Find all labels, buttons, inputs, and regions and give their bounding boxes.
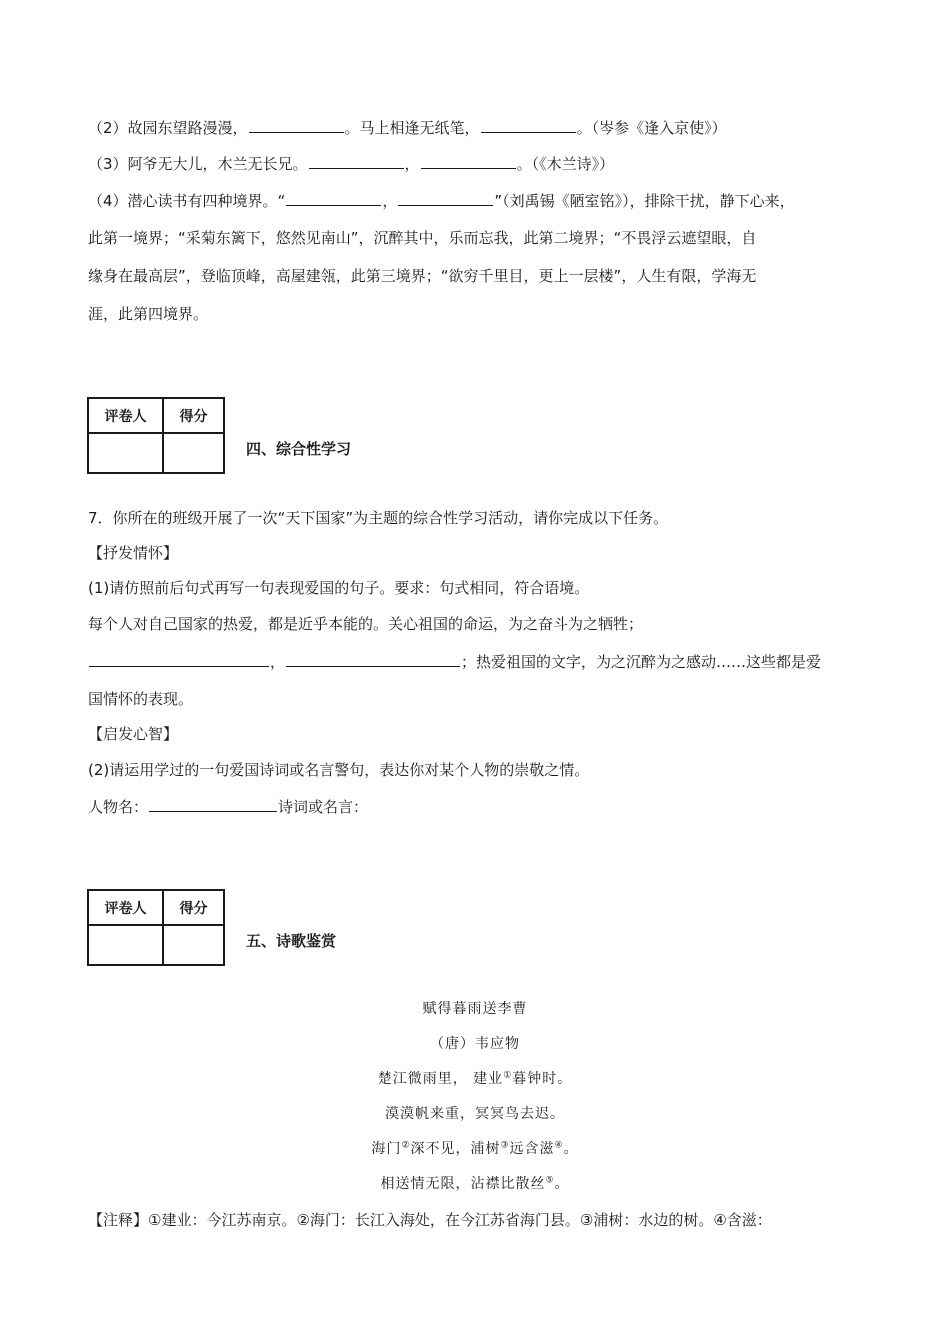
poem-notes: 【注释】①建业：今江苏南京。②海门：长江入海处，在今江苏省海门县。③浦树：水边的树。④含滋： — [88, 1211, 772, 1229]
answer-blank[interactable] — [481, 117, 576, 133]
tag-express-feelings: 【抒发情怀】 — [88, 544, 179, 562]
question-2-text-c: 。（岑参《逢入京使》） — [576, 119, 727, 137]
answer-blank[interactable] — [421, 153, 516, 169]
answer-blank[interactable] — [249, 117, 344, 133]
question-4-line-2: 此第一境界；“采菊东篱下，悠然见南山”，沉醉其中，乐而忘我，此第二境界；“不畏浮云遮望眼，自 — [88, 229, 757, 247]
sentence-1: 每个人对自己国家的热爱，都是近乎本能的。关心祖国的命运，为之奋斗为之牺牲； — [88, 615, 644, 633]
question-4-text-b: ， — [382, 192, 398, 210]
question-4-text-c: ”（刘禹锡《陋室铭》），排除干扰，静下心来， — [494, 192, 795, 210]
question-4-line-4: 涯，此第四境界。 — [88, 305, 209, 323]
tag-inspire-wisdom: 【启发心智】 — [88, 725, 179, 743]
score-label: 得分 — [163, 890, 224, 925]
grader-cell[interactable] — [88, 433, 163, 473]
question-4-line — [88, 190, 868, 211]
answer-blank[interactable] — [89, 651, 269, 667]
person-name-label: 人物名： — [88, 798, 149, 816]
question-2-text-b: 。马上相逢无纸笔， — [344, 119, 480, 137]
question-7: 7．你所在的班级开展了一次“天下国家”为主题的综合性学习活动，请你完成以下任务。 — [88, 509, 669, 527]
score-cell[interactable] — [163, 925, 224, 965]
poem-line-4-text: 相送情无限，沾襟比散丝 — [380, 1176, 546, 1192]
poem-line-4 — [0, 1174, 950, 1194]
poem-line-1 — [0, 1069, 950, 1089]
score-label: 得分 — [163, 398, 224, 433]
score-table-section-4 — [87, 397, 225, 474]
section-4-title: 四、综合性学习 — [246, 440, 352, 458]
answer-blank[interactable] — [286, 651, 460, 667]
sentence-2-comma: ， — [270, 653, 286, 671]
grader-label: 评卷人 — [88, 890, 163, 925]
score-table-section-5 — [87, 889, 225, 966]
note-marker: ② — [401, 1140, 411, 1151]
grader-label: 评卷人 — [88, 398, 163, 433]
task-2: (2)请运用学过的一句爱国诗词或名言警句，表达你对某个人物的崇敬之情。 — [88, 761, 590, 779]
poem-author: （唐）韦应物 — [430, 1036, 520, 1052]
score-cell[interactable] — [163, 433, 224, 473]
task-1: (1)请仿照前后句式再写一句表现爱国的句子。要求：句式相同，符合语境。 — [88, 579, 590, 597]
sentence-3: 国情怀的表现。 — [88, 690, 194, 708]
question-3-text-b: ， — [404, 155, 420, 173]
section-5-title: 五、诗歌鉴赏 — [246, 932, 337, 950]
note-marker: ⑤ — [545, 1175, 555, 1186]
question-3-line — [88, 153, 868, 174]
person-name-blank[interactable] — [149, 796, 277, 812]
sentence-2-end: ；热爱祖国的文字，为之沉醉为之感动……这些都是爱 — [461, 653, 822, 671]
poem-line-3 — [0, 1139, 950, 1159]
poem-line-2: 漠漠帆来重，冥冥鸟去迟。 — [385, 1106, 565, 1122]
question-2-text-a: （2）故园东望路漫漫， — [88, 119, 248, 137]
poem-line-1-text: 楚江微雨里， 建业 — [377, 1071, 504, 1087]
poem-line-3-text-b: 深不见，浦树 — [410, 1141, 501, 1157]
answer-blank[interactable] — [309, 153, 404, 169]
poem-line-3-text-a: 海门 — [371, 1141, 402, 1157]
note-marker: ③ — [500, 1140, 510, 1151]
sentence-2-line — [88, 651, 868, 672]
poem-title: 赋得暮雨送李曹 — [422, 1001, 528, 1017]
person-quote-line — [88, 796, 868, 817]
poem-line-4-text-b: 。 — [554, 1176, 570, 1192]
poem-line-3-text-c: 远含滋 — [509, 1141, 555, 1157]
poem-line-1-text-b: 暮钟时。 — [512, 1071, 573, 1087]
grader-cell[interactable] — [88, 925, 163, 965]
note-marker: ① — [503, 1070, 513, 1081]
answer-blank[interactable] — [398, 190, 493, 206]
answer-blank[interactable] — [286, 190, 381, 206]
quote-label: 诗词或名言： — [278, 798, 369, 816]
question-3-text-c: 。（《木兰诗》） — [516, 155, 615, 173]
question-3-text-a: （3）阿爷无大儿，木兰无长兄。 — [88, 155, 308, 173]
question-2-line — [88, 117, 868, 138]
question-4-text-a: （4）潜心读书有四种境界。“ — [88, 192, 286, 210]
note-marker: ④ — [554, 1140, 564, 1151]
poem-line-3-text-d: 。 — [563, 1141, 579, 1157]
question-4-line-3: 缘身在最高层”，登临顶峰，高屋建瓴，此第三境界；“欲穷千里目，更上一层楼”，人生有限，学海无 — [88, 267, 757, 285]
